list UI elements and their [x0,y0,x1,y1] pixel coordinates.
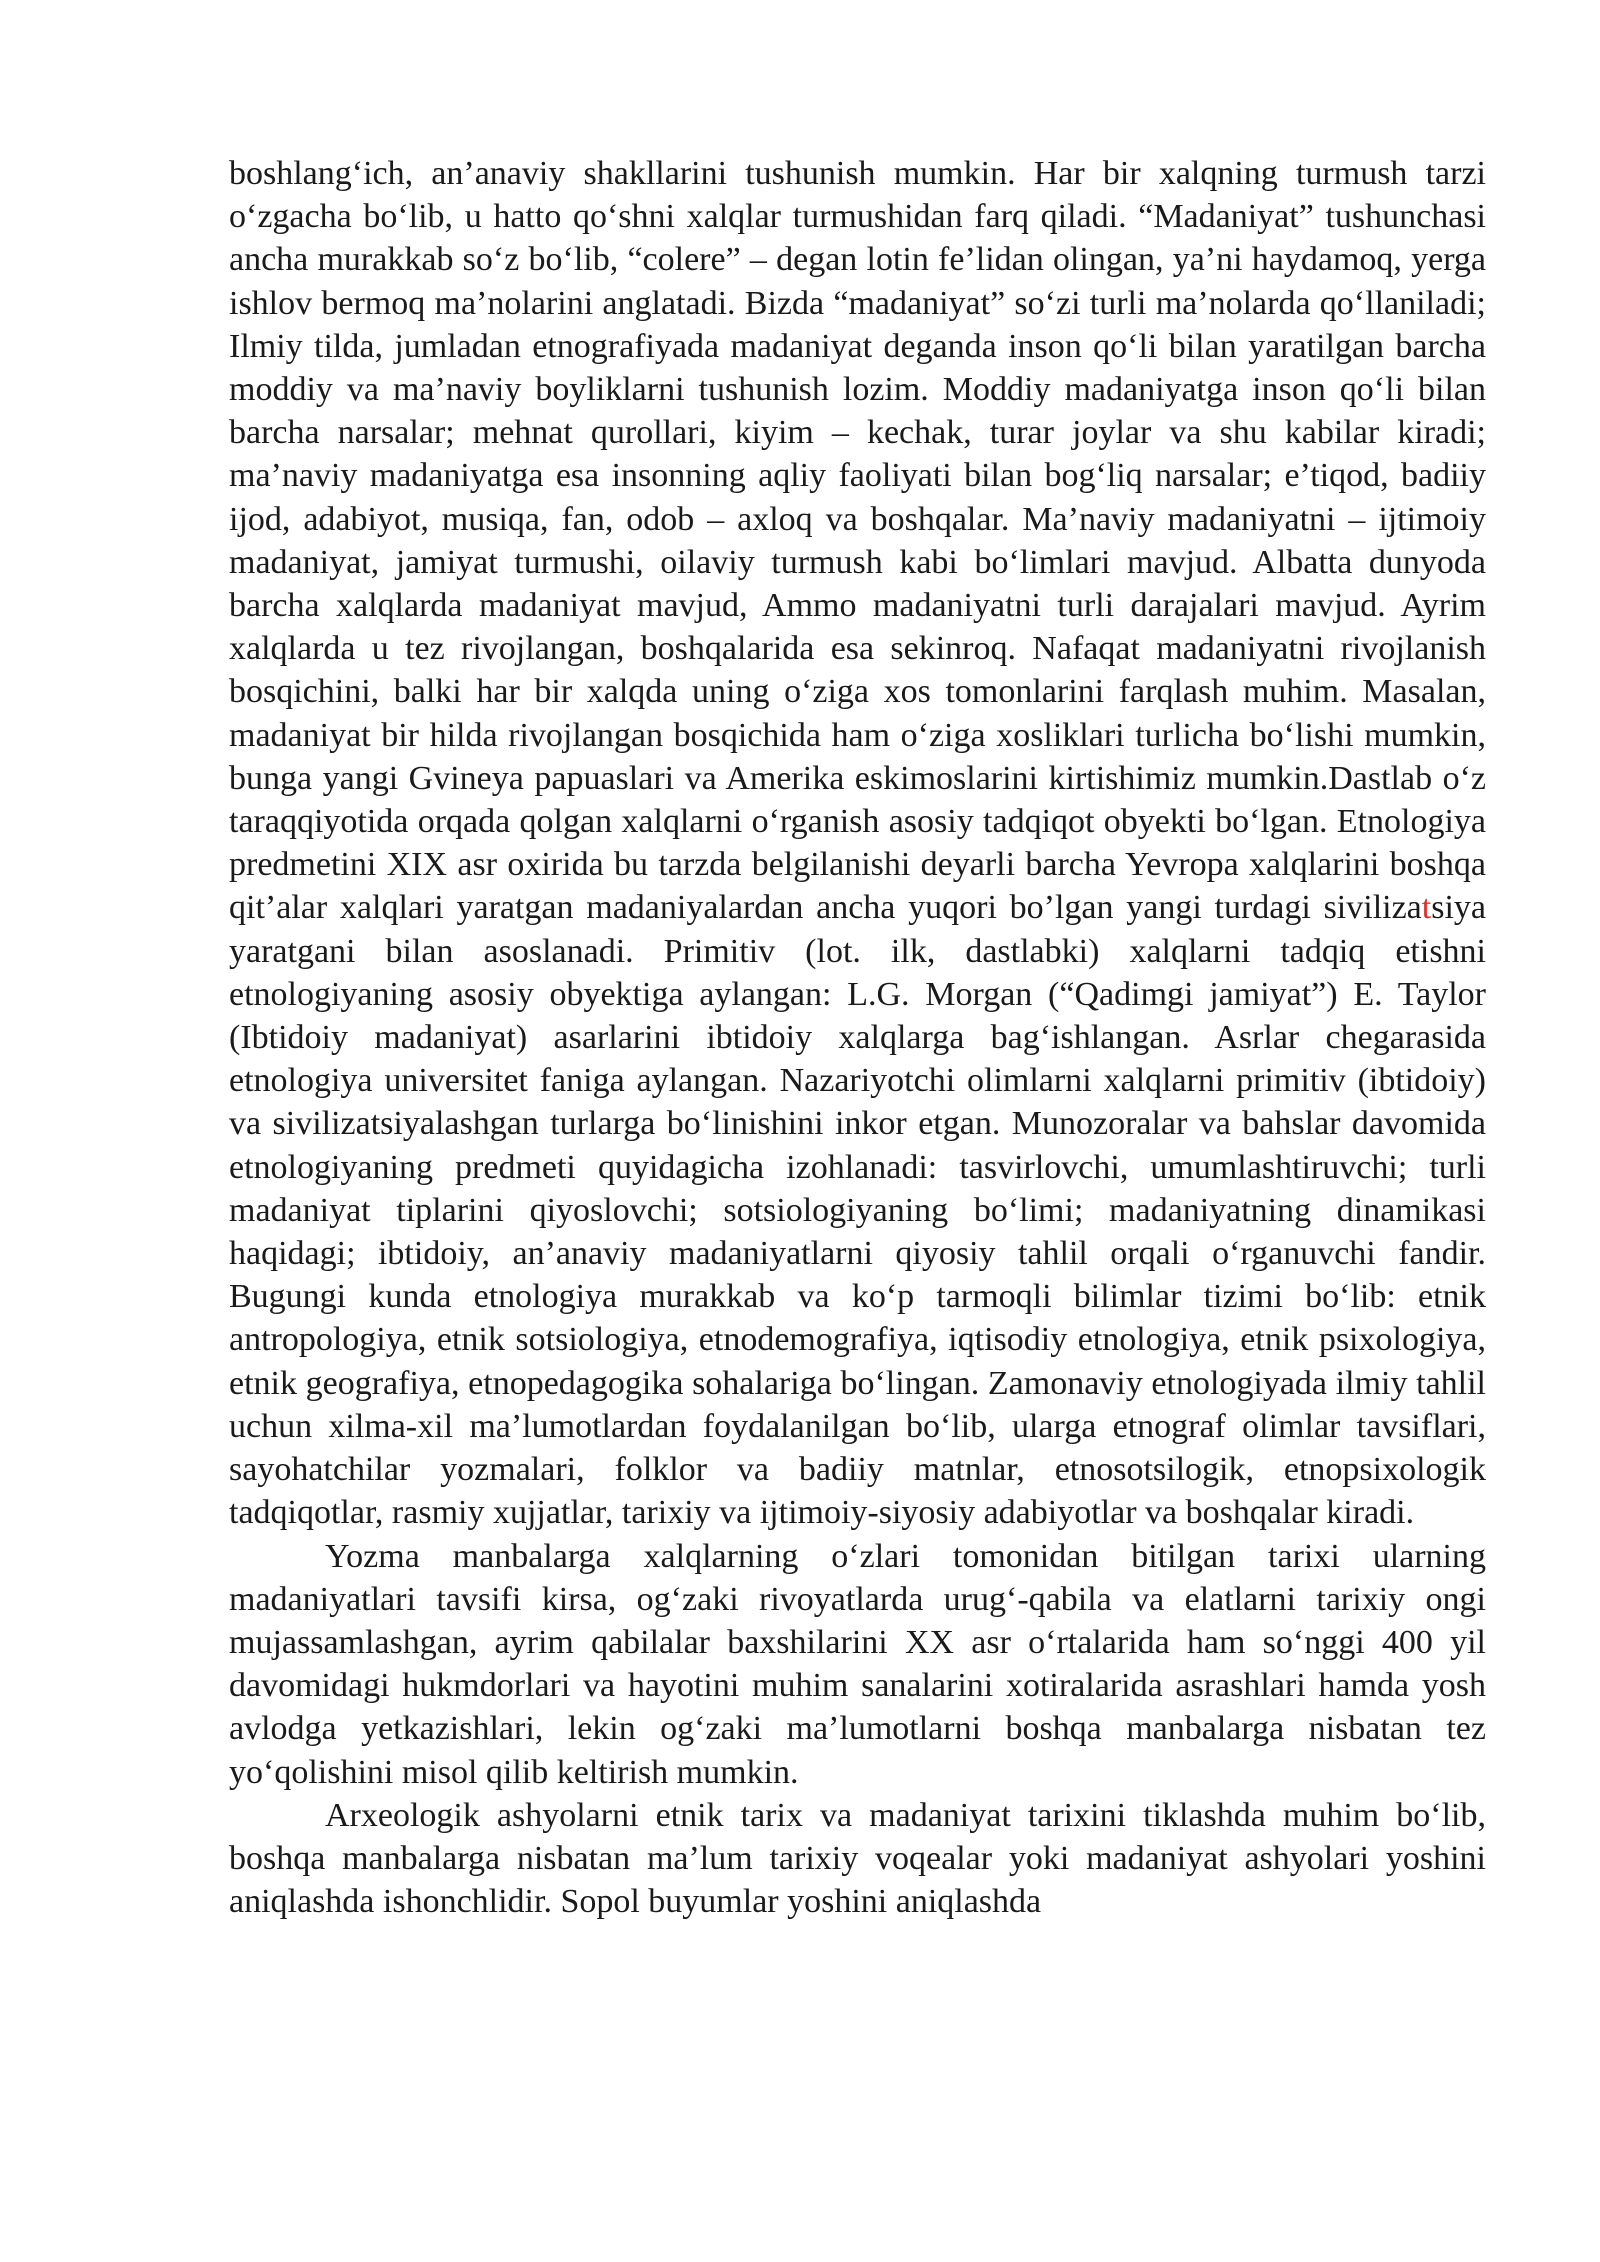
paragraph-1 [229,152,1486,1535]
paragraph-1-text-after: siya yaratgani bilan asoslanadi. Primitiv (lot. ilk, dastlabki) xalqlarni tadqiq etishni etnologiyaning asosiy obyektiga aylangan: L.G. Morgan (“Qadimgi jamiyat”) E. Taylor (Ibtidoiy madaniyat) asarlarini ibtidoiy xalqlarga bag‘ishlangan. Asrlar chegarasida etnologiya universitet faniga aylangan. Nazariyotchi olimlarni xalqlarni primitiv (ibtidoiy) va sivilizatsiyalashgan turlarga bo‘linishini inkor etgan. Munozoralar va bahslar davomida etnologiyaning predmeti quyidagicha izohlanadi: tasvirlovchi, umumlashtiruvchi; turli madaniyat tiplarini qiyoslovchi; sotsiologiyaning bo‘limi; madaniyatning dinamikasi haqidagi; ibtidoiy, an’anaviy madaniyatlarni qiyosiy tahlil orqali o‘rganuvchi fandir. Bugungi kunda etnologiya murakkab va ko‘p tarmoqli bilimlar tizimi bo‘lib: etnik antropologiya, etnik sotsiologiya, etnodemografiya, iqtisodiy etnologiya, etnik psixologiya, etnik geografiya, etnopedagogika sohalariga bo‘lingan. Zamonaviy etnologiyada ilmiy tahlil uchun xilma-xil ma’lumotlardan foydalanilgan bo‘lib, ularga etnograf olimlar tavsiflari, sayohatchilar yozmalari, folklor va badiiy matnlar, etnosotsilogik, etnopsixologik tadqiqotlar, rasmiy xujjatlar, tarixiy va ijtimoiy-siyosiy adabiyotlar va boshqalar kiradi. [229,889,1486,1532]
paragraph-1-text-before: boshlang‘ich, an’anaviy shakllarini tushunish mumkin. Har bir xalqning turmush tarzi o‘zgacha bo‘lib, u hatto qo‘shni xalqlar turmushidan farq qiladi. “Madaniyat” tushunchasi ancha murakkab so‘z bo‘lib, “colere” – degan lotin fe’lidan olingan, ya’ni haydamoq, yerga ishlov bermoq ma’nolarini anglatadi. Bizda “madaniyat” so‘zi turli ma’nolarda qo‘llaniladi; Ilmiy tilda, jumladan etnografiyada madaniyat deganda inson qo‘li bilan yaratilgan barcha moddiy va ma’naviy boyliklarni tushunish lozim. Moddiy madaniyatga inson qo‘li bilan barcha narsalar; mehnat qurollari, kiyim – kechak, turar joylar va shu kabilar kiradi; ma’naviy madaniyatga esa insonning aqliy faoliyati bilan bog‘liq narsalar; e’tiqod, badiiy ijod, adabiyot, musiqa, fan, odob – axloq va boshqalar. Ma’naviy madaniyatni – ijtimoiy madaniyat, jamiyat turmushi, oilaviy turmush kabi bo‘limlari mavjud. Albatta dunyoda barcha xalqlarda madaniyat mavjud, Ammo madaniyatni turli darajalari mavjud. Ayrim xalqlarda u tez rivojlangan, boshqalarida esa sekinroq. Nafaqat madaniyatni rivojlanish bosqichini, balki har bir xalqda uning o‘ziga xos tomonlarini farqlash muhim. Masalan, madaniyat bir hilda rivojlangan bosqichida ham o‘ziga xosliklari turlicha bo‘lishi mumkin, bunga yangi Gvineya papuaslari va Amerika eskimoslarini kirtishimiz mumkin.Dastlab o‘z taraqqiyotida orqada qolgan xalqlarni o‘rganish asosiy tadqiqot obyekti bo‘lgan. Etnologiya predmetini XIX asr oxirida bu tarzda belgilanishi deyarli barcha Yevropa xalqlarini boshqa qit’alar xalqlari yaratgan madaniyalardan ancha yuqori bo’lgan yangi turdagi siviliza [229,155,1486,927]
paragraph-3: Arxeologik ashyolarni etnik tarix va madaniyat tarixini tiklashda muhim bo‘lib, boshqa manbalarga nisbatan ma’lum tarixiy voqealar yoki madaniyat ashyolari yoshini aniqlashda ishonchlidir. Sopol buyumlar yoshini aniqlashda [229,1796,1486,1921]
document-body [229,152,1486,1923]
paragraph-2: Yozma manbalarga xalqlarning o‘zlari tomonidan bitilgan tarixi ularning madaniyatlari tavsifi kirsa, og‘zaki rivoyatlarda urug‘-qabila va elatlarni tarixiy ongi mujassamlashgan, ayrim qabilalar baxshilarini XX asr o‘rtalarida ham so‘nggi 400 yil davomidagi hukmdorlari va hayotini muhim sanalarini xotiralarida asrashlari hamda yosh avlodga yetkazishlari, lekin og‘zaki ma’lumotlarni boshqa manbalarga nisbatan tez yo‘qolishini misol qilib keltirish mumkin. [229,1537,1486,1791]
highlighted-letter: t [1421,889,1432,927]
